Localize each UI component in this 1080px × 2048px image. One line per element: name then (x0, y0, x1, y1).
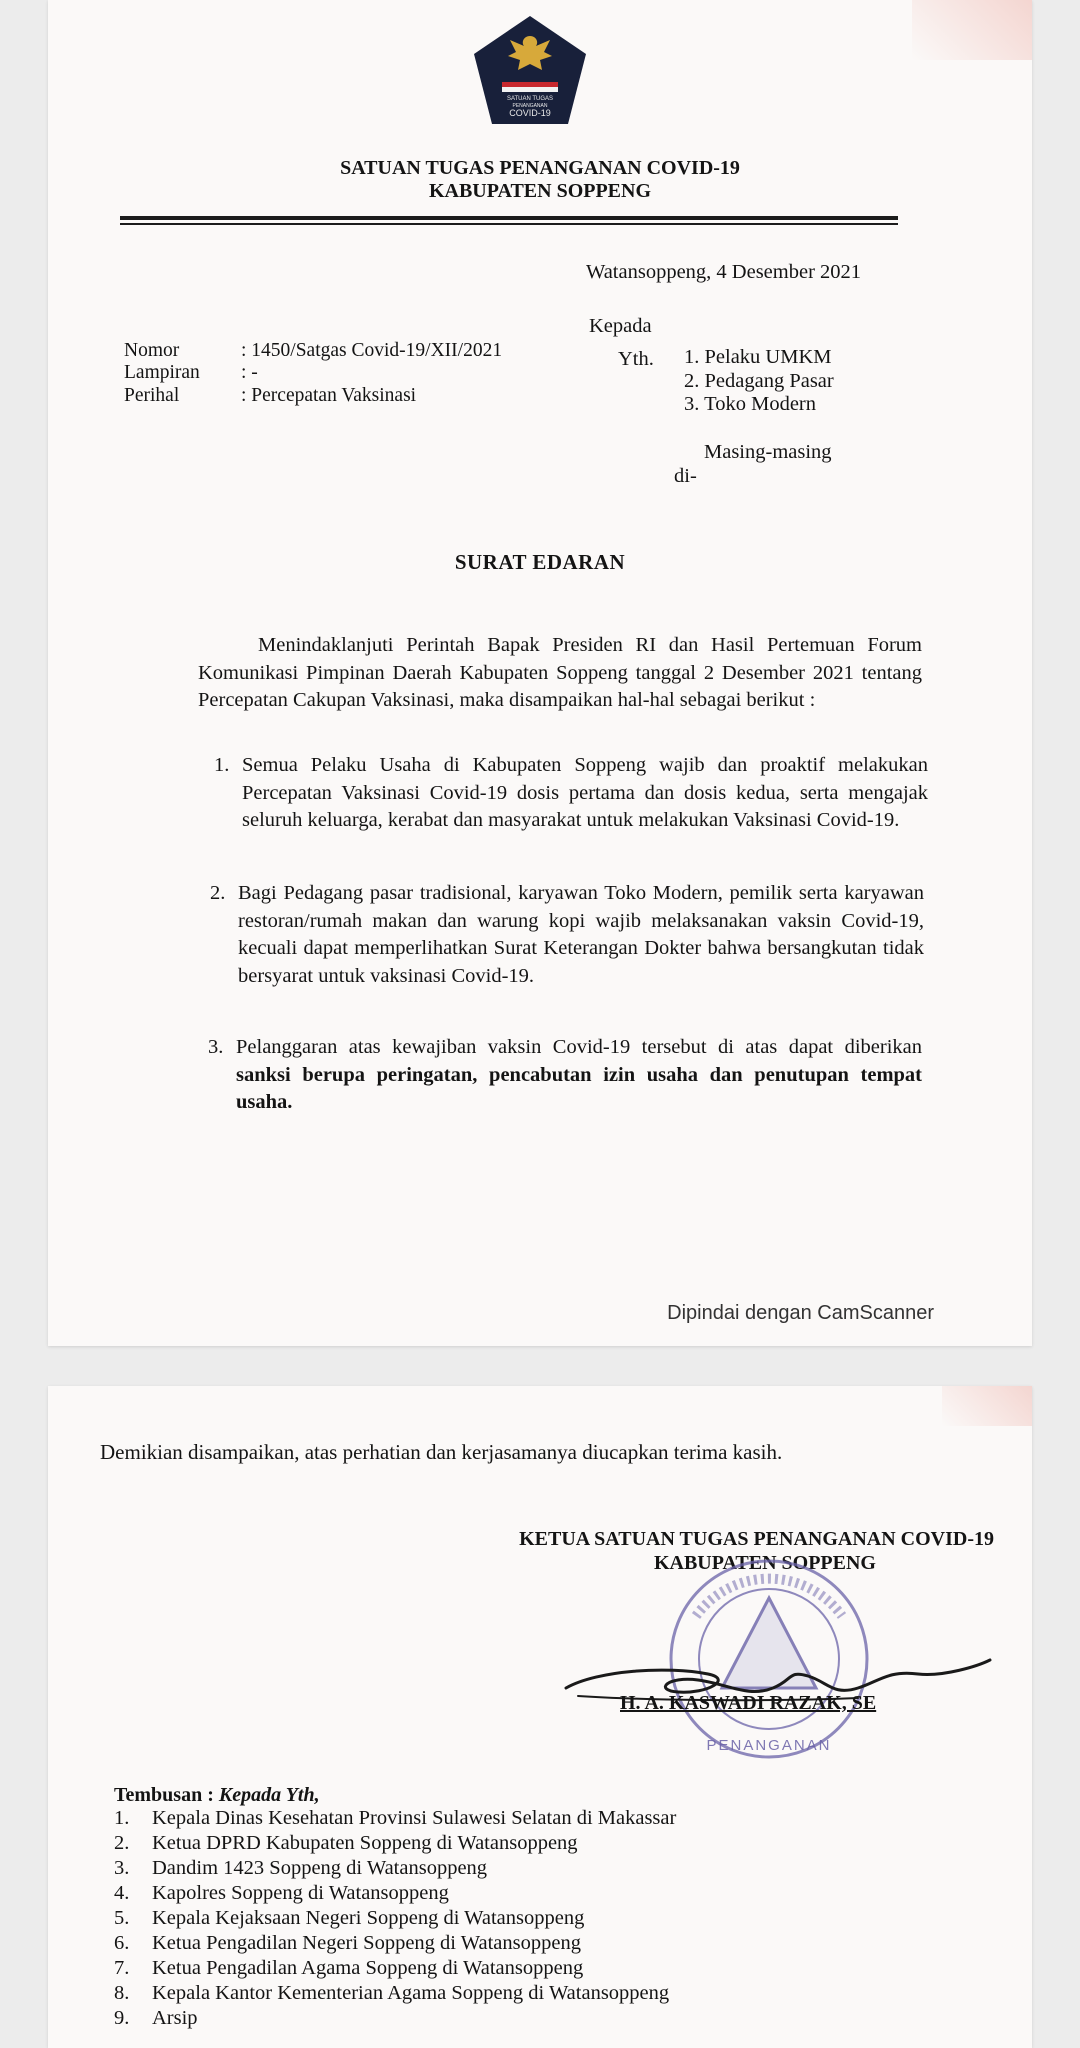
list-item: 9. Arsip (114, 2007, 198, 2029)
signatory-name: H. A. KASWADI RAZAK, SE (620, 1692, 877, 1714)
perihal-value: : Percepatan Vaksinasi (241, 385, 417, 406)
document-title: SURAT EDARAN (454, 550, 626, 574)
masing-masing: Masing-masing (704, 441, 832, 463)
addressee-item-2: 2. Pedagang Pasar (684, 370, 834, 392)
addressee-item-1: 1. Pelaku UMKM (684, 346, 832, 368)
document-page-2 (48, 1386, 1032, 2048)
list-item: 5. Kepala Kejaksaan Negeri Soppeng di Watansoppeng (114, 1907, 585, 1929)
kepada-label: Kepada (589, 315, 652, 337)
header-rule-thick (120, 216, 898, 220)
list-item: 3. Dandim 1423 Soppeng di Watansoppeng (114, 1857, 488, 1879)
scan-tint-2 (942, 1386, 1032, 1426)
signatory-title-line1: KETUA SATUAN TUGAS PENANGANAN COVID-19 (519, 1528, 994, 1550)
stamp-text: PENANGANAN (706, 1737, 832, 1754)
closing-statement: Demikian disampaikan, atas perhatian dan kerjasamanya diucapkan terima kasih. (100, 1440, 783, 1464)
list-item: 6. Ketua Pengadilan Negeri Soppeng di Watansoppeng (114, 1932, 581, 1954)
list-item: 2. Ketua DPRD Kabupaten Soppeng di Watansoppeng (114, 1832, 578, 1854)
tembusan-list (114, 1806, 676, 2031)
place-date: Watansoppeng, 4 Desember 2021 (586, 261, 862, 283)
list-item: 4. Kapolres Soppeng di Watansoppeng (114, 1882, 449, 1904)
document-page-1 (48, 0, 1032, 1346)
header-rule-thin (120, 223, 898, 225)
point-3-text: Pelanggaran atas kewajiban vaksin Covid-19 tersebut di atas dapat diberikan sanksi berupa peringatan, pencabutan izin usaha dan penutupan tempat usaha. (236, 1036, 922, 1113)
org-name-line2: KABUPATEN SOPPENG (428, 180, 652, 202)
perihal-label: Perihal (124, 385, 180, 406)
point-1-number: 1. (214, 754, 230, 776)
tembusan-label: Tembusan : Kepada Yth, (114, 1784, 320, 1806)
list-item: 7. Ketua Pengadilan Agama Soppeng di Watansoppeng (114, 1957, 584, 1979)
lampiran-label: Lampiran (124, 362, 200, 383)
point-2-number: 2. (210, 882, 226, 904)
intro-text: Menindaklanjuti Perintah Bapak Presiden RI dan Hasil Pertemuan Forum Komunikasi Pimpinan Daerah Kabupaten Soppeng tanggal 2 Desember 2021 tentang Percepatan Cakupan Vaksinasi, maka disampaikan hal-hal sebagai berikut : (198, 634, 922, 711)
point-2-text: Bagi Pedagang pasar tradisional, karyawan Toko Modern, pemilik serta karyawan restoran/rumah makan dan warung kopi wajib melaksanakan vaksin Covid-19, kecuali dapat memperlihatkan Surat Keterangan Dokter bahwa bersangkutan tidak bersyarat untuk vaksinasi Covid-19. (238, 882, 924, 987)
lampiran-value: : - (241, 362, 258, 383)
nomor-value: : 1450/Satgas Covid-19/XII/2021 (241, 340, 503, 361)
tembusan-kepada: Kepada Yth, (218, 1784, 320, 1806)
intro-paragraph (198, 632, 922, 715)
nomor-label: Nomor (124, 340, 180, 361)
point-3-number: 3. (208, 1036, 224, 1058)
scan-tint (912, 0, 1032, 60)
camscanner-watermark: Dipindai dengan CamScanner (667, 1302, 934, 1324)
sanction-text: sanksi berupa peringatan, pencabutan izin usaha dan penutupan tempat usaha (236, 1063, 922, 1113)
yth-label: Yth. (618, 348, 654, 370)
garuda-shield-logo-icon (472, 14, 588, 126)
list-item: 1. Kepala Dinas Kesehatan Provinsi Sulawesi Selatan di Makassar (114, 1807, 677, 1829)
logo-text-2: PENANGANAN (512, 103, 548, 109)
list-item: 8. Kepala Kantor Kementerian Agama Soppeng di Watansoppeng (114, 1982, 670, 2004)
signatory-title-line2: KABUPATEN SOPPENG (653, 1552, 876, 1574)
addressee-item-3: 3. Toko Modern (684, 393, 816, 415)
logo-text-3: COVID-19 (509, 108, 551, 118)
logo-text-1: SATUAN TUGAS (506, 96, 554, 102)
point-1-text: Semua Pelaku Usaha di Kabupaten Soppeng wajib dan proaktif melakukan Percepatan Vaksinasi Covid-19 dosis pertama dan dosis kedua, serta mengajak seluruh keluarga, kerabat dan masyarakat untuk melakukan Vaksinasi Covid-19. (242, 754, 928, 831)
org-name-line1: SATUAN TUGAS PENANGANAN COVID-19 (340, 157, 740, 179)
di-label: di- (674, 465, 697, 487)
